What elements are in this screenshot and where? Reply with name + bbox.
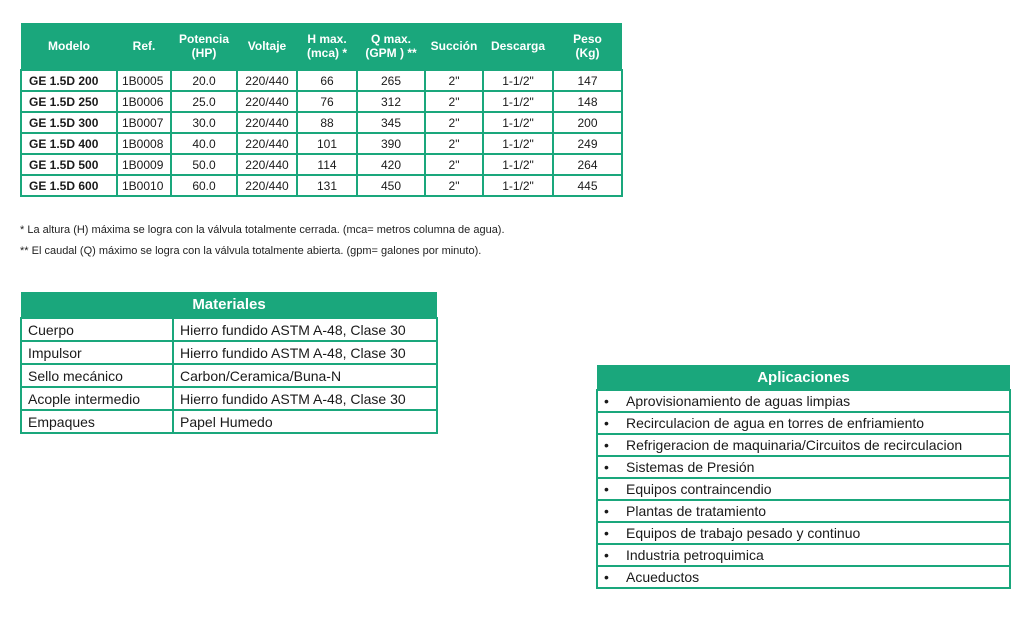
material-spec: Hierro fundido ASTM A-48, Clase 30 [173, 341, 437, 364]
application-item [597, 478, 1010, 500]
application-label: Recirculacion de agua en torres de enfriamiento [626, 415, 925, 431]
application-row [597, 566, 1010, 588]
materials-title: Materiales [21, 292, 437, 318]
bullet-icon: • [604, 459, 609, 475]
material-spec: Hierro fundido ASTM A-48, Clase 30 [173, 318, 437, 341]
spec-cell: 1-1/2" [483, 133, 553, 154]
spec-header-line: Succión [430, 39, 478, 53]
spec-cell: 2" [425, 175, 483, 196]
material-part: Cuerpo [21, 318, 173, 341]
spec-header-cell [553, 23, 622, 70]
spec-cell: 114 [297, 154, 357, 175]
spec-cell: 50.0 [171, 154, 237, 175]
spec-cell: 101 [297, 133, 357, 154]
spec-cell: 1B0005 [117, 70, 171, 91]
application-item [597, 390, 1010, 412]
spec-cell: 345 [357, 112, 425, 133]
application-row [597, 544, 1010, 566]
spec-cell: 312 [357, 91, 425, 112]
spec-cell: 1-1/2" [483, 112, 553, 133]
model-cell: GE 1.5D 400 [21, 133, 117, 154]
application-item [597, 544, 1010, 566]
application-item [597, 500, 1010, 522]
applications-table [596, 365, 1011, 589]
materials-row [21, 410, 437, 433]
materials-row [21, 364, 437, 387]
application-row [597, 412, 1010, 434]
bullet-icon: • [604, 437, 609, 453]
applications-body [597, 390, 1010, 588]
material-part: Acople intermedio [21, 387, 173, 410]
application-label: Sistemas de Presión [626, 459, 755, 475]
spec-cell: 220/440 [237, 112, 297, 133]
spec-cell: 200 [553, 112, 622, 133]
spec-header-row [21, 23, 622, 70]
spec-cell: 220/440 [237, 154, 297, 175]
application-label: Equipos contraincendio [626, 481, 772, 497]
spec-header-line: H max. [307, 32, 347, 46]
footnote-flow: ** El caudal (Q) máximo se logra con la válvula totalmente abierta. (gpm= galones por minuto). [20, 245, 482, 257]
application-label: Industria petroquimica [626, 547, 764, 563]
application-label: Equipos de trabajo pesado y continuo [626, 525, 861, 541]
spec-cell: 2" [425, 70, 483, 91]
application-row [597, 390, 1010, 412]
footnote-height: * La altura (H) máxima se logra con la válvula totalmente cerrada. (mca= metros columna de agua). [20, 224, 505, 236]
spec-header-cell [117, 23, 171, 70]
spec-header-line: Descarga [490, 39, 546, 53]
spec-header-line: Potencia [178, 32, 229, 46]
model-cell: GE 1.5D 250 [21, 91, 117, 112]
model-cell: GE 1.5D 500 [21, 154, 117, 175]
bullet-icon: • [604, 525, 609, 541]
spec-row [21, 70, 622, 91]
spec-table [20, 23, 623, 197]
spec-cell: 1B0007 [117, 112, 171, 133]
spec-header-line: (GPM ) ** [365, 46, 417, 60]
spec-header-cell [21, 23, 117, 70]
application-item [597, 566, 1010, 588]
spec-cell: 2" [425, 133, 483, 154]
spec-cell: 147 [553, 70, 622, 91]
application-label: Plantas de tratamiento [626, 503, 767, 519]
materials-row [21, 387, 437, 410]
bullet-icon: • [604, 503, 609, 519]
spec-cell: 1B0009 [117, 154, 171, 175]
spec-cell: 450 [357, 175, 425, 196]
spec-cell: 220/440 [237, 91, 297, 112]
spec-row [21, 133, 622, 154]
spec-header-line: (mca) * [306, 46, 347, 60]
spec-row [21, 91, 622, 112]
spec-cell: 40.0 [171, 133, 237, 154]
spec-header-line: (HP) [191, 46, 217, 60]
spec-cell: 420 [357, 154, 425, 175]
spec-header-line: Q max. [370, 32, 412, 46]
application-row [597, 434, 1010, 456]
spec-cell: 60.0 [171, 175, 237, 196]
spec-header-line: (Kg) [575, 46, 600, 60]
application-item [597, 456, 1010, 478]
spec-cell: 2" [425, 154, 483, 175]
spec-cell: 2" [425, 112, 483, 133]
spec-cell: 88 [297, 112, 357, 133]
application-label: Aprovisionamiento de aguas limpias [626, 393, 851, 409]
spec-row [21, 154, 622, 175]
spec-cell: 390 [357, 133, 425, 154]
spec-cell: 1-1/2" [483, 91, 553, 112]
material-part: Sello mecánico [21, 364, 173, 387]
spec-cell: 66 [297, 70, 357, 91]
spec-header-line: Peso [573, 32, 602, 46]
model-cell: GE 1.5D 300 [21, 112, 117, 133]
materials-table [20, 292, 438, 434]
spec-header-cell [425, 23, 483, 70]
applications-title: Aplicaciones [597, 365, 1010, 390]
spec-cell: 25.0 [171, 91, 237, 112]
spec-cell: 1-1/2" [483, 70, 553, 91]
spec-header-cell [297, 23, 357, 70]
applications-header-row [597, 365, 1010, 390]
material-part: Empaques [21, 410, 173, 433]
application-row [597, 522, 1010, 544]
materials-header-row [21, 292, 437, 318]
spec-header-cell [483, 23, 553, 70]
spec-header-cell [237, 23, 297, 70]
spec-row [21, 112, 622, 133]
spec-cell: 445 [553, 175, 622, 196]
spec-cell: 1-1/2" [483, 154, 553, 175]
footnotes [20, 220, 505, 262]
spec-cell: 249 [553, 133, 622, 154]
spec-header-line: Modelo [48, 39, 90, 53]
spec-cell: 148 [553, 91, 622, 112]
spec-header-line: Ref. [132, 39, 156, 53]
spec-cell: 220/440 [237, 133, 297, 154]
spec-header-line: Voltaje [247, 39, 287, 53]
spec-body [21, 70, 622, 196]
material-part: Impulsor [21, 341, 173, 364]
spec-row [21, 175, 622, 196]
bullet-icon: • [604, 481, 609, 497]
material-spec: Hierro fundido ASTM A-48, Clase 30 [173, 387, 437, 410]
application-label: Refrigeracion de maquinaria/Circuitos de recirculacion [626, 437, 963, 453]
spec-cell: 76 [297, 91, 357, 112]
material-spec: Carbon/Ceramica/Buna-N [173, 364, 437, 387]
materials-body [21, 318, 437, 433]
materials-row [21, 341, 437, 364]
application-label: Acueductos [626, 569, 700, 585]
spec-header-cell [357, 23, 425, 70]
material-spec: Papel Humedo [173, 410, 437, 433]
spec-cell: 1-1/2" [483, 175, 553, 196]
spec-cell: 220/440 [237, 70, 297, 91]
application-item [597, 522, 1010, 544]
spec-header-cell [171, 23, 237, 70]
application-item [597, 412, 1010, 434]
spec-cell: 2" [425, 91, 483, 112]
bullet-icon: • [604, 415, 609, 431]
bullet-icon: • [604, 569, 609, 585]
spec-cell: 30.0 [171, 112, 237, 133]
spec-cell: 220/440 [237, 175, 297, 196]
spec-cell: 131 [297, 175, 357, 196]
application-item [597, 434, 1010, 456]
spec-cell: 1B0006 [117, 91, 171, 112]
application-row [597, 478, 1010, 500]
model-cell: GE 1.5D 200 [21, 70, 117, 91]
bullet-icon: • [604, 547, 609, 563]
spec-cell: 264 [553, 154, 622, 175]
application-row [597, 500, 1010, 522]
spec-cell: 1B0008 [117, 133, 171, 154]
spec-cell: 265 [357, 70, 425, 91]
model-cell: GE 1.5D 600 [21, 175, 117, 196]
application-row [597, 456, 1010, 478]
spec-table-container [20, 23, 621, 197]
spec-cell: 20.0 [171, 70, 237, 91]
materials-row [21, 318, 437, 341]
bullet-icon: • [604, 393, 609, 409]
spec-cell: 1B0010 [117, 175, 171, 196]
